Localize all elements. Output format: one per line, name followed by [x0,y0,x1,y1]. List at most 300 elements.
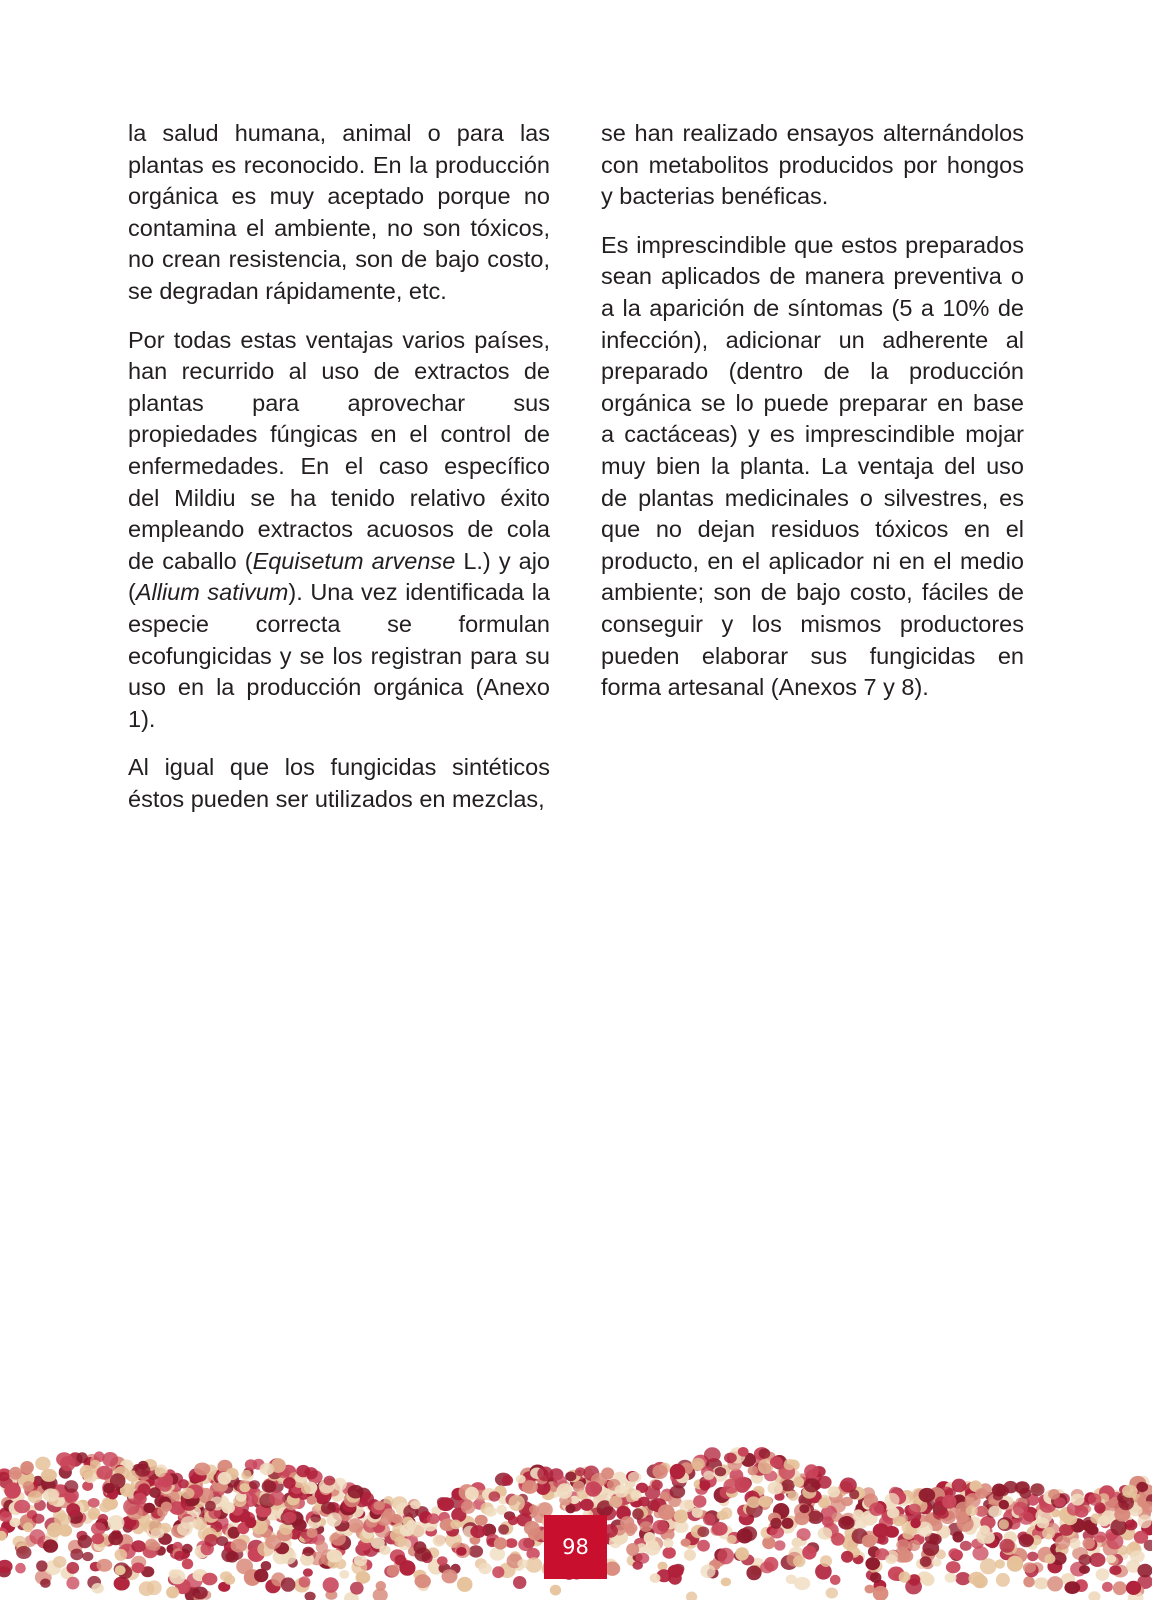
quinoa-grain [1054,1497,1066,1507]
quinoa-grain [28,1490,42,1503]
quinoa-grain [644,1532,656,1544]
quinoa-grain [1126,1581,1141,1595]
quinoa-grain [1036,1518,1049,1529]
quinoa-grain [442,1569,458,1583]
quinoa-grain [299,1576,311,1587]
quinoa-grain [703,1471,714,1480]
quinoa-grain [1088,1493,1102,1505]
quinoa-grain [640,1521,653,1532]
quinoa-grain [1098,1515,1110,1526]
quinoa-grain [115,1565,126,1575]
quinoa-grain [324,1476,336,1486]
quinoa-grain [697,1527,709,1538]
quinoa-grain [699,1480,710,1490]
quinoa-grain [29,1529,45,1544]
quinoa-grain [1088,1591,1100,1600]
quinoa-grain [537,1467,553,1482]
quinoa-grain [703,1513,716,1525]
quinoa-grain [1113,1581,1127,1595]
quinoa-grain [701,1564,716,1578]
quinoa-grain [704,1447,721,1462]
quinoa-grain [53,1556,67,1568]
quinoa-grain [1106,1555,1116,1564]
quinoa-grain [988,1506,1002,1517]
quinoa-grain [181,1516,197,1529]
quinoa-grain [339,1570,349,1579]
quinoa-grain [437,1497,454,1511]
quinoa-grain [1075,1506,1089,1518]
quinoa-grain [350,1582,364,1595]
quinoa-grain [470,1525,486,1538]
quinoa-grain [831,1533,845,1546]
quinoa-grain [737,1528,753,1543]
quinoa-grain [818,1498,830,1509]
quinoa-grain [865,1557,880,1570]
quinoa-grain [663,1538,673,1548]
quinoa-grain [885,1493,900,1507]
quinoa-grain [178,1479,189,1488]
quinoa-grain [15,1563,26,1574]
quinoa-grain [804,1478,820,1492]
quinoa-grain [792,1538,803,1548]
quinoa-grain [1069,1538,1080,1549]
quinoa-grain [66,1503,80,1516]
quinoa-grain [307,1496,317,1505]
quinoa-grain [614,1485,628,1498]
quinoa-grain [620,1516,634,1529]
quinoa-grain [91,1522,106,1535]
quinoa-grain [580,1499,594,1511]
quinoa-grain [32,1514,44,1524]
quinoa-grain [723,1479,739,1494]
quinoa-grain [115,1549,128,1561]
quinoa-grain [66,1577,79,1590]
quinoa-grain [224,1575,235,1585]
quinoa-grain [91,1534,104,1545]
quinoa-grain [149,1542,160,1551]
quinoa-grain [415,1548,432,1562]
quinoa-grain [147,1520,161,1533]
quinoa-grain [919,1488,936,1502]
quinoa-grain [506,1538,518,1548]
quinoa-grain [802,1545,816,1559]
quinoa-grain [1023,1562,1036,1573]
quinoa-grain [502,1475,513,1486]
quinoa-grain [13,1536,27,1548]
quinoa-grain [738,1447,749,1457]
quinoa-grain [161,1502,172,1512]
quinoa-grain [908,1504,921,1515]
quinoa-grain [920,1556,932,1567]
quinoa-grain [896,1539,910,1550]
quinoa-grain [67,1562,80,1574]
quinoa-grain [155,1467,166,1477]
quinoa-grain [838,1516,854,1529]
quinoa-grain [461,1500,476,1513]
quinoa-grain [399,1560,415,1575]
quinoa-grain [945,1573,957,1583]
quinoa-grain [4,1482,21,1498]
quinoa-grain [1071,1494,1085,1506]
quinoa-grain [410,1500,421,1509]
quinoa-grain [513,1576,526,1589]
quinoa-grain [786,1575,797,1585]
quinoa-grain [1137,1564,1152,1578]
quinoa-grain [450,1520,461,1530]
quinoa-grain [921,1574,934,1586]
quinoa-grain [135,1464,151,1477]
quinoa-grain [23,1522,33,1532]
quinoa-grain [88,1512,98,1520]
quinoa-grain [194,1463,210,1476]
quinoa-grain [70,1549,83,1561]
quinoa-grain [980,1558,997,1574]
quinoa-grain [354,1555,367,1566]
text-span: ). Una vez identificada la especie correcta se formulan ecofungicidas y se los registran para su uso en la producción orgánica (Anexo 1). [128,579,550,732]
quinoa-grain [996,1486,1009,1496]
quinoa-grain [784,1459,796,1470]
quinoa-grain [1136,1482,1148,1492]
quinoa-grain [108,1531,123,1545]
quinoa-grain [133,1493,146,1505]
quinoa-grain [265,1535,281,1549]
quinoa-grain [628,1472,642,1483]
quinoa-grain [508,1516,518,1526]
quinoa-grain [929,1534,942,1545]
quinoa-grain [400,1524,415,1536]
quinoa-grain [40,1579,51,1588]
quinoa-grain [658,1562,668,1571]
quinoa-grain [54,1513,71,1527]
quinoa-grain [379,1545,390,1555]
quinoa-grain [1086,1525,1098,1535]
quinoa-grain [1047,1576,1063,1591]
quinoa-grain [869,1503,884,1516]
quinoa-grain [905,1579,922,1595]
quinoa-grain [35,1457,50,1471]
quinoa-grain [804,1464,819,1479]
quinoa-grain [14,1500,30,1514]
quinoa-grain [942,1495,956,1509]
quinoa-grain [1102,1582,1113,1592]
quinoa-grain [793,1477,804,1488]
quinoa-grain [1044,1554,1055,1564]
quinoa-grain [937,1509,949,1519]
paragraph: la salud humana, animal o para las plantas es reconocido. En la producción orgánica es muy aceptado porque no contamina el ambiente, no son tóxicos, no crean resistencia, son de bajo costo, se degradan rápidamente, etc. [128,120,550,304]
quinoa-grain [1042,1527,1055,1539]
quinoa-grain [469,1545,483,1557]
quinoa-grain [652,1465,667,1479]
quinoa-grain [1019,1534,1034,1548]
quinoa-grain [90,1460,101,1470]
quinoa-grain [966,1505,978,1516]
quinoa-grain [826,1588,838,1599]
quinoa-grain [1007,1556,1023,1572]
quinoa-grain [820,1555,832,1567]
quinoa-grain [36,1560,47,1571]
quinoa-grain [996,1573,1010,1587]
quinoa-grain [20,1461,34,1474]
quinoa-grain [697,1540,710,1552]
quinoa-grain [870,1572,881,1583]
quinoa-grain [717,1511,728,1520]
quinoa-grain [952,1531,963,1542]
quinoa-grain [957,1516,974,1532]
quinoa-grain [236,1559,253,1575]
quinoa-grain [249,1480,260,1489]
text-span: L.) y ajo ( [128,547,550,606]
text-span: Por todas estas ventajas varios países, han recurrido al uso de extractos de plantas para aprovechar sus propiedades fúngicas en el control de enfermedades. En el caso específico del Mildiu se ha tenido relativo éxito empleando extractos acuosos de cola de caballo ( [128,326,550,574]
quinoa-grain [283,1512,297,1524]
quinoa-grain [638,1497,650,1507]
quinoa-grain [475,1515,488,1526]
quinoa-grain [768,1482,783,1495]
quinoa-grain [16,1546,31,1559]
quinoa-grain [898,1550,914,1563]
quinoa-grain [770,1518,781,1529]
quinoa-grain [522,1480,538,1494]
quinoa-grain [239,1483,250,1492]
quinoa-grain [1019,1512,1034,1525]
quinoa-grain [652,1520,668,1535]
quinoa-grain [303,1547,314,1557]
quinoa-grain [1082,1538,1095,1550]
quinoa-grain [327,1512,342,1526]
quinoa-grain [1122,1485,1138,1498]
quinoa-grain [632,1508,644,1519]
quinoa-grain [724,1453,737,1464]
quinoa-grain [465,1487,479,1501]
quinoa-grain [1096,1568,1110,1581]
quinoa-grain [269,1491,285,1506]
quinoa-grain [226,1551,239,1563]
quinoa-grain [663,1547,676,1559]
quinoa-grain [437,1556,448,1565]
quinoa-grain [726,1535,736,1544]
quinoa-grain [910,1518,920,1528]
quinoa-grain [489,1491,501,1501]
quinoa-grain [972,1546,988,1560]
quinoa-grain [169,1569,185,1584]
quinoa-grain [182,1544,193,1554]
quinoa-grain [830,1575,841,1585]
quinoa-grain [1089,1553,1105,1567]
quinoa-grain [456,1547,467,1556]
quinoa-grain [310,1514,321,1523]
quinoa-grain [245,1517,256,1528]
quinoa-grain [1130,1550,1145,1562]
quinoa-grain [327,1549,343,1562]
quinoa-grain [658,1504,675,1520]
quinoa-grain [721,1578,732,1587]
quinoa-grain [82,1552,93,1561]
quinoa-grain [747,1496,761,1508]
quinoa-grain [271,1458,286,1473]
quinoa-grain [9,1467,22,1480]
quinoa-grain [97,1559,113,1572]
quinoa-grain [433,1535,446,1547]
quinoa-grain [670,1485,686,1498]
quinoa-grain [395,1536,407,1547]
quinoa-grain [674,1510,688,1524]
quinoa-grain [862,1535,876,1548]
quinoa-grain [828,1486,840,1497]
quinoa-grain [650,1573,661,1583]
quinoa-grain [793,1555,805,1567]
quinoa-grain [43,1488,59,1501]
quinoa-grain [609,1496,623,1508]
quinoa-grain [92,1583,104,1594]
quinoa-grain [498,1524,509,1534]
left-column [128,118,550,832]
quinoa-grain [1110,1519,1127,1536]
quinoa-grain [759,1448,771,1458]
quinoa-grain [692,1507,703,1518]
quinoa-grain [686,1592,697,1600]
quinoa-grain [715,1467,727,1476]
quinoa-grain [88,1498,100,1508]
quinoa-grain [818,1527,833,1539]
quinoa-grain [1059,1524,1074,1536]
paragraph: Al igual que los fungicidas sintéticos éstos pueden ser utilizados en mezclas, [128,754,550,812]
quinoa-grain [296,1465,310,1477]
quinoa-grain [143,1503,155,1513]
quinoa-grain [182,1488,195,1499]
quinoa-grain [131,1540,145,1552]
quinoa-grain [174,1551,185,1561]
quinoa-grain [760,1562,774,1574]
quinoa-grain [254,1569,268,1583]
page-number: 98 [544,1515,607,1579]
quinoa-grain [65,1492,77,1503]
quinoa-grain [788,1491,799,1501]
quinoa-grain [849,1489,859,1499]
quinoa-grain [262,1480,277,1493]
quinoa-grain [348,1485,364,1499]
quinoa-grain [781,1479,794,1491]
quinoa-grain [585,1481,601,1497]
quinoa-grain [794,1512,809,1526]
quinoa-grain [283,1477,296,1489]
quinoa-grain [139,1581,155,1596]
quinoa-grain [735,1547,749,1560]
quinoa-grain [873,1523,889,1538]
quinoa-grain [64,1480,78,1493]
quinoa-grain [182,1559,193,1570]
quinoa-grain [565,1472,576,1482]
quinoa-grain [132,1563,145,1574]
quinoa-grain [973,1575,988,1589]
quinoa-grain [960,1541,972,1551]
quinoa-grain [782,1518,794,1529]
quinoa-grain [1023,1576,1034,1587]
quinoa-grain [427,1513,440,1524]
quinoa-grain [885,1554,897,1564]
quinoa-grain [681,1539,691,1547]
quinoa-grain [955,1572,970,1585]
quinoa-grain [102,1497,118,1510]
quinoa-grain [305,1592,316,1600]
quinoa-grain [1030,1483,1044,1496]
quinoa-grain [41,1469,57,1482]
quinoa-grain [110,1473,126,1488]
quinoa-grain [748,1466,759,1476]
quinoa-grain [853,1509,864,1520]
quinoa-grain [1138,1515,1152,1529]
quinoa-grain [893,1516,906,1526]
right-column [601,118,1024,721]
quinoa-grain [609,1536,622,1548]
quinoa-grain [204,1534,218,1547]
quinoa-grain [245,1459,257,1470]
quinoa-grain [1106,1534,1123,1550]
quinoa-grain [192,1587,207,1600]
scientific-name: Equisetum arvense [252,547,456,574]
quinoa-grain [799,1504,809,1513]
quinoa-grain [492,1566,504,1578]
quinoa-grain [841,1551,853,1563]
quinoa-grain [550,1585,561,1596]
quinoa-grain [323,1577,339,1592]
quinoa-grain [484,1507,496,1517]
quinoa-grain [999,1539,1014,1553]
paragraph: Es imprescindible que estos preparados sean aplicados de manera preventiva o a la aparición de síntomas (5 a 10% de infección), adicionar un adherente al preparado (dentro de la producción orgánica se lo puede preparar en base a cactáceas) y es imprescindible mojar muy bien la planta. La ventaja del uso de plantas medicinales o silvestres, es que no dejan residuos tóxicos en el producto, en el aplicador ni en el medio ambiente; son de bajo costo, fáciles de conseguir y los mismos productores pueden elaborar sus fungicidas en forma artesanal (Anexos 7 y 8). [601,231,1024,701]
quinoa-grain [102,1452,118,1467]
quinoa-grain [415,1574,431,1588]
quinoa-grain [746,1566,761,1581]
quinoa-grain [301,1485,311,1495]
quinoa-grain [1134,1531,1148,1544]
quinoa-grain [999,1519,1009,1529]
quinoa-grain [575,1467,586,1476]
quinoa-grain [303,1568,313,1576]
quinoa-grain [865,1585,875,1594]
quinoa-grain [717,1548,734,1565]
quinoa-grain [23,1481,34,1492]
quinoa-grain [108,1515,125,1530]
quinoa-grain [374,1501,385,1511]
quinoa-grain [205,1501,216,1512]
quinoa-grain [231,1539,248,1553]
quinoa-grain [1109,1565,1121,1575]
quinoa-grain [946,1561,961,1573]
paragraph [128,325,550,736]
quinoa-grain [1064,1581,1080,1594]
quinoa-grain [43,1539,58,1552]
quinoa-grain [494,1537,507,1549]
quinoa-grain [373,1588,388,1600]
paragraph: se han realizado ensayos alternándolos con metabolitos producidos por hongos y bacterias benéficas. [601,120,1024,210]
quinoa-grain [78,1535,92,1549]
quinoa-grain [528,1528,543,1541]
quinoa-grain [149,1487,161,1498]
quinoa-grain [1034,1577,1049,1589]
quinoa-grain [1019,1488,1031,1499]
quinoa-grain [166,1586,179,1598]
quinoa-grain [770,1456,783,1467]
quinoa-grain [1027,1552,1038,1562]
quinoa-grain [1079,1565,1090,1574]
quinoa-grain [242,1470,252,1479]
quinoa-grain [932,1558,942,1566]
quinoa-grain [651,1480,662,1490]
quinoa-grain [693,1495,706,1508]
scientific-name: Allium sativum [135,579,289,606]
quinoa-grain [509,1495,525,1511]
quinoa-grain [712,1522,728,1536]
quinoa-grain [529,1505,539,1514]
quinoa-grain [953,1550,963,1560]
